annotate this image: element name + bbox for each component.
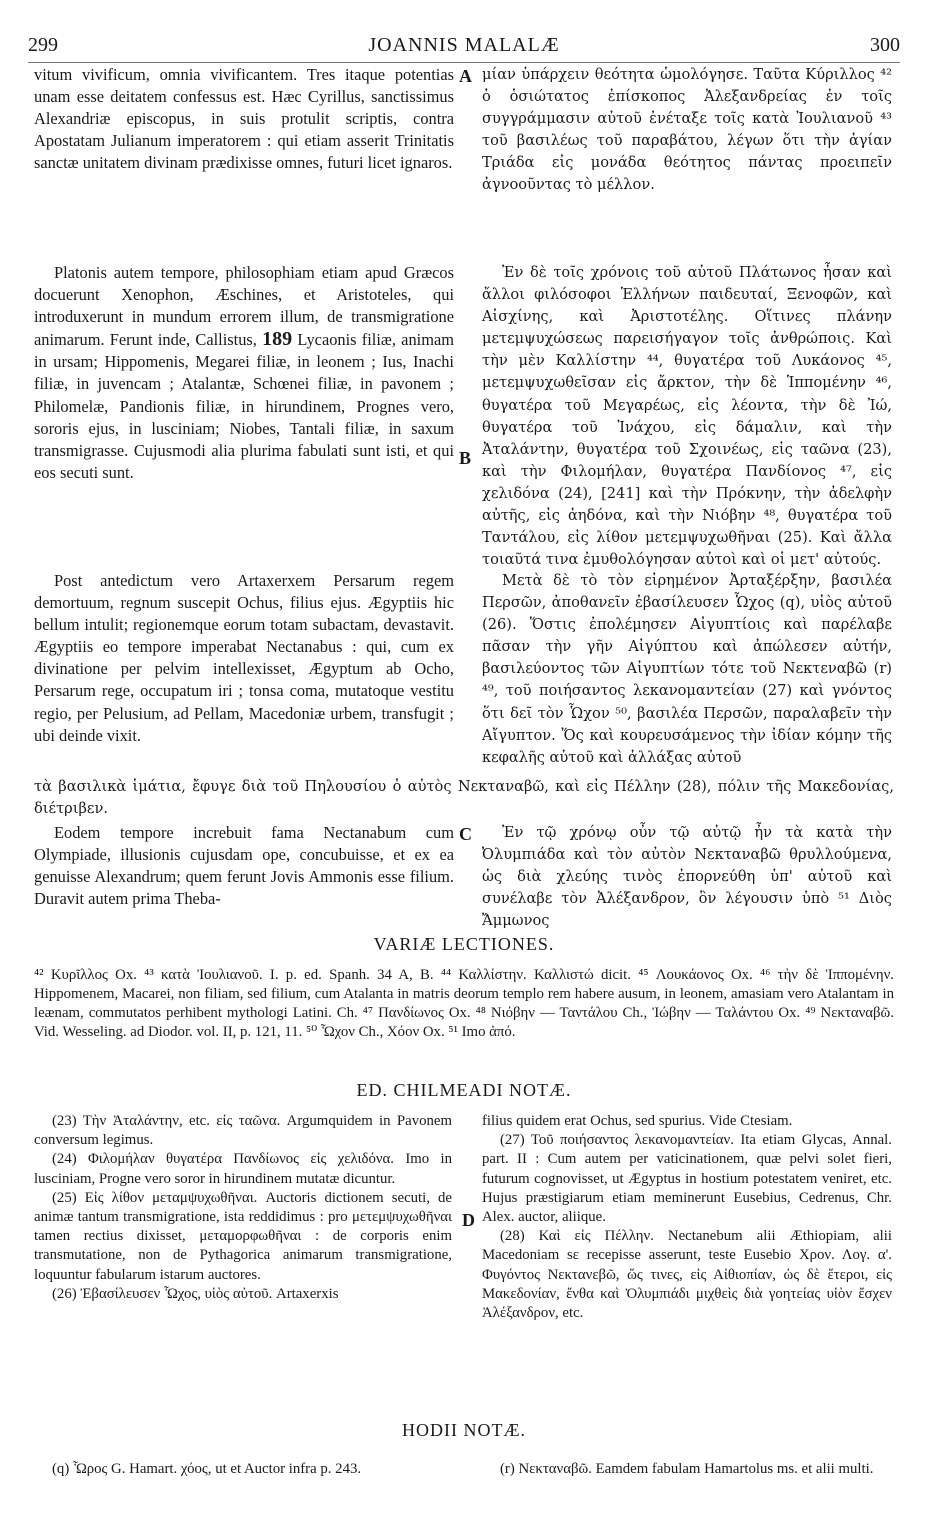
note-paragraph: (28) Καὶ εἰς Πέλλην. Nectanebum alii Æthiopiam, alii Macedoniam sε recepisse asserunt, teste Eusebio Χρον. Λογ. α'. Φυγόντος Νεκτανεβῶ, ὥς τινες, εἰς Αἰθιοπίαν, ὡς δὲ ἕτεροι, εἰς Μακεδονίαν, ἔνθα καὶ Ὀλυμπιάδι μιχθεὶς διὰ γοητείας υἱὸν ἔσχεν Ἀλέξανδρον, etc.	[482, 1228, 892, 1322]
latin-text: Platonis autem tempore, philosophiam etiam apud Græcos docuerunt Xenophon, Æschines, et Aristoteles, qui introduxerunt in mundum errorem illum, de transmigratione animarum. Ferunt inde, Callistus,	[34, 263, 454, 350]
note-paragraph: filius quidem erat Ochus, sed spurius. Vide Ctesiam.	[482, 1113, 793, 1129]
note-paragraph: (q) Ὧρος G. Hamart. χόος, ut et Auctor infra p. 243.	[52, 1461, 362, 1477]
hodii-notes-heading: HODII NOTÆ.	[402, 1420, 526, 1440]
margin-mark-a: A	[459, 66, 472, 86]
note-paragraph: (26) Ἐβασίλευσεν Ὧχος, υἱὸς αὐτοῦ. Artaxerxis	[52, 1285, 339, 1302]
variae-paragraph: ⁴² Κυρῖλλος Ox. ⁴³ κατὰ Ἰουλιανοῦ. I. p. ed. Spanh. 34 A, B. ⁴⁴ Καλλίστην. Καλλιστώ dicit. ⁴⁵ Λουκάονος Ox. ⁴⁶ τὴν δὲ Ἱππομένην. Hippomenem, Macarei, non filiam, sed filium, cum Atalanta in matris deorum templo rem habere ausum, in leonem, amasiam vero Atalantam in leænam, commutatos perhibent mythologi Latini. Ch. ⁴⁷ Πανδίωνος Ox. ⁴⁸ Νιόβην — Ταντάλου Ch., Ἰώβην — Ταλάντου Ox. ⁴⁹ Νεκταναβῶ. Vid. Wesseling. ad Diodor. vol. II, p. 121, 11. ⁵⁰ Ὧχον Ch., Χόον Ox. ⁵¹ Imo ἀπό.	[34, 967, 894, 1040]
variae-lectiones-heading: VARIÆ LECTIONES.	[373, 934, 555, 954]
margin-mark-b: B	[459, 448, 472, 468]
greek-full-width-line: τὰ βασιλικὰ ἱμάτια, ἔφυγε διὰ τοῦ Πηλουσίου ὁ αὐτὸς Νεκταναβῶ, καὶ εἰς Πέλλην (28), πόλιν τῆς Μακεδονίας, διέτριβεν.	[34, 778, 894, 817]
latin-text-block-4	[34, 822, 454, 910]
latin-paragraph: Eodem tempore increbuit fama Nectanabum cum Olympiade, illusionis cujusdam ope, concubuisse, et ex ea genuisse Alexandrum; quem ferunt Jovis Ammonis esse filium. Duravit autem prima Theba-	[34, 823, 454, 909]
greek-text-block-4	[482, 822, 892, 932]
note-paragraph: (25) Εἰς λίθον μεταμψυχωθῆναι. Auctoris dictionem secuti, de animæ tantum transmigratione, ista reddidimus : pro μετεμψυχωθῆναι tamen rectius dixisset, μεταμορφωθῆναι : de corporis enim transmutatione, non de Pythagorica animarum transmigratione, loquuntur fabularum istarum auctores.	[34, 1189, 452, 1283]
latin-paragraph: Post antedictum vero Artaxerxem Persarum regem demortuum, regnum suscepit Ochus, filius ejus. Ægyptiis hic bellum intulit; regionemque eorum totam subactam, devastavit. Ægyptiis eo tempore imperabat Nectanabus : qui, cum ex divinatione per pelvim intellexisset, Ægyptum ab Ocho, Persarum rege, occupatum iri ; tonsa coma, mutatoque vestitu regio, per Pelusium, ad Pellam, Macedoniæ urbem, transfugit ; ubi deinde vixit.	[34, 571, 454, 745]
greek-paragraph: Ἐν δὲ τοῖς χρόνοις τοῦ αὐτοῦ Πλάτωνος ἦσαν καὶ ἄλλοι φιλόσοφοι Ἑλλήνων παιδευταί, Ξενοφῶν, καὶ Αἰσχίνης, καὶ Ἀριστοτέλης. Οἵτινες πλάνην μετεμψυχώσεως παρεισήγαγον τοῖς ἀνθρώποις. Καὶ τὴν μὲν Καλλίστην ⁴⁴, θυγατέρα τοῦ Λυκάονος ⁴⁵, μετεμψυχωθεῖσαν εἰς ἄρκτον, τὴν δὲ Ἱππομένην ⁴⁶, θυγατέρα τοῦ Μεγαρέως, εἰς λέοντα, τὴν δὲ Ἰώ, θυγατέρα τοῦ Ἰνάχου, εἰς δάμαλιν, καὶ τὴν Ἀταλάντην, θυγατέρα τοῦ Σχοινέως, εἰς ταῶνα (23), καὶ τὴν Φιλομήλαν, θυγατέρα Πανδίονος ⁴⁷, εἰς χελιδόνα (24), [241] καὶ τὴν Πρόκνην, τὴν ἀδελφὴν αὐτῆς, εἰς ἀηδόνα, καὶ τὴν Νιόβην ⁴⁸, θυγατέρα τοῦ Ταντάλου, εἰς λίθον μετεμψυχωθῆναι (25). Καὶ ἄλλα τοιαῦτά τινα ἐμυθολόγησαν αὐτοὶ καὶ οἱ μετ' αὐτούς.	[482, 264, 892, 569]
greek-text-block-1	[482, 64, 892, 197]
margin-mark-c: C	[459, 824, 472, 844]
page-number-left: 299	[28, 34, 58, 56]
page-header	[28, 30, 900, 60]
header-rule	[28, 62, 900, 63]
latin-paragraph: vitum vivificum, omnia vivificantem. Tres itaque potentias unam esse deitatem confessus est. Hæc Cyrillus, sanctissimus Alexandriæ episcopus, in suis protulit scriptis, contra Apostatam Julianum imperatorem : qui etiam asserit Trinitatis sanctæ unitatem divinam prædixisse omnes, futuri licet ignaros.	[34, 65, 454, 173]
note-paragraph: (24) Φιλομήλαν θυγατέρα Πανδίωνος εἰς χελιδόνα. Imo in lusciniam, Progne vero soror in hirundinem mutatæ dicuntur.	[34, 1151, 452, 1187]
latin-text: Lycaonis filiæ, animam in ursam; Hippomenis, Megarei filiæ, in leonem ; Ius, Inachi filiæ, in juvencam ; Atalantæ, Schœnei filiæ, in pavonem ; Philomelæ, Pandionis filiæ, in hirundinem, Prognes vero, sororis ejus, in lusciniam; Niobes, Tantali filiæ, in saxum transmigrasse. Cujusmodi alia plurima fabulati sunt isti, et qui eos secuti sunt.	[34, 330, 454, 482]
latin-text-block-1	[34, 64, 454, 174]
chilmead-notes-heading: ED. CHILMEADI NOTÆ.	[356, 1080, 572, 1100]
greek-paragraph: μίαν ὑπάρχειν θεότητα ὡμολόγησε. Ταῦτα Κύριλλος ⁴² ὁ ὁσιώτατος ἐπίσκοπος Ἀλεξανδρείας ἐν τοῖς συγγράμμασιν αὐτοῦ ἐνέταξε τοῖς κατὰ Ἰουλιανοῦ ⁴³ τοῦ βασιλέως τοῦ παραβάτου, λέγων ὅτι τὴν ἁγίαν Τριάδα εἰς μονάδα θεότητος πάντας προειπεῖν ἀγνοοῦντας τὸ μέλλον.	[482, 66, 892, 194]
latin-text-block-2	[34, 262, 454, 484]
chilmead-notes-right	[482, 1112, 892, 1323]
note-paragraph: (27) Τοῦ ποιήσαντος λεκανομαντείαν. Ita etiam Glycas, Annal. part. II : Cum autem per vaticinationem, quæ pelvi solet fieri, futurum cognovisset, ut Ægyptus in hostium potestatem veniret, etc. Hujus præstigiarum etiam meminerunt Eusebius, Cedrenus, Chr. Alex. auctor, aliique.	[482, 1132, 892, 1226]
running-title: JOANNIS MALALÆ	[368, 34, 560, 56]
edition-page-number: 189	[262, 328, 293, 351]
hodii-notes-left	[34, 1460, 452, 1479]
note-paragraph: (23) Τὴν Ἀταλάντην, etc. εἰς ταῶνα. Argumquidem in Pavonem conversum legimus.	[34, 1113, 452, 1149]
page-number-right: 300	[870, 34, 900, 56]
note-paragraph: (r) Νεκταναβῶ. Eamdem fabulam Hamartolus ms. et alii multi.	[500, 1461, 874, 1477]
latin-paragraph	[34, 262, 454, 484]
greek-paragraph: Μετὰ δὲ τὸ τὸν εἰρημένον Ἀρταξέρξην, βασιλέα Περσῶν, ἀποθανεῖν ἐβασίλευσεν Ὧχος (q), υἱὸς αὐτοῦ (26). Ὅστις ἐπολέμησεν Αἰγυπτίοις καὶ παρέλαβε πᾶσαν τὴν γῆν Αἰγύπτου καὶ ἀπώλεσεν αὐτήν, βασιλεύοντος τῶν Αἰγυπτίων τότε τοῦ Νεκτεναβῶ (r) ⁴⁹, τοῦ ποιήσαντος λεκανομαντείαν (27) καὶ γνόντος ὅτι δεῖ τὸν Ὧχον ⁵⁰, βασιλέα Περσῶν, παραλαβεῖν τὴν Αἴγυπτον. Ὅς καὶ κουρευσάμενος τὴν ἰδίαν κόμην τῆς κεφαλῆς αὐτοῦ καὶ ἀλλάξας αὐτοῦ	[482, 572, 892, 766]
variae-lectiones-text	[34, 966, 894, 1042]
greek-text-block-2	[482, 262, 892, 571]
hodii-notes-right	[482, 1460, 892, 1479]
greek-text-block-3	[482, 570, 892, 769]
latin-text-block-3	[34, 570, 454, 747]
greek-paragraph: Ἐν τῷ χρόνῳ οὖν τῷ αὐτῷ ἦν τὰ κατὰ τὴν Ὀλυμπιάδα καὶ τὸν αὐτὸν Νεκταναβῶ θρυλλούμενα, ὡς διὰ χλεύης τινὸς ἐπορνεύθη ὑπ' αὐτοῦ καὶ συνέλαβε τὸν Ἀλέξανδρον, ὃν λέγουσιν ὑπὸ ⁵¹ Διὸς Ἄμμωνος	[482, 824, 892, 930]
margin-mark-d: D	[462, 1210, 475, 1230]
chilmead-notes-left	[34, 1112, 452, 1304]
